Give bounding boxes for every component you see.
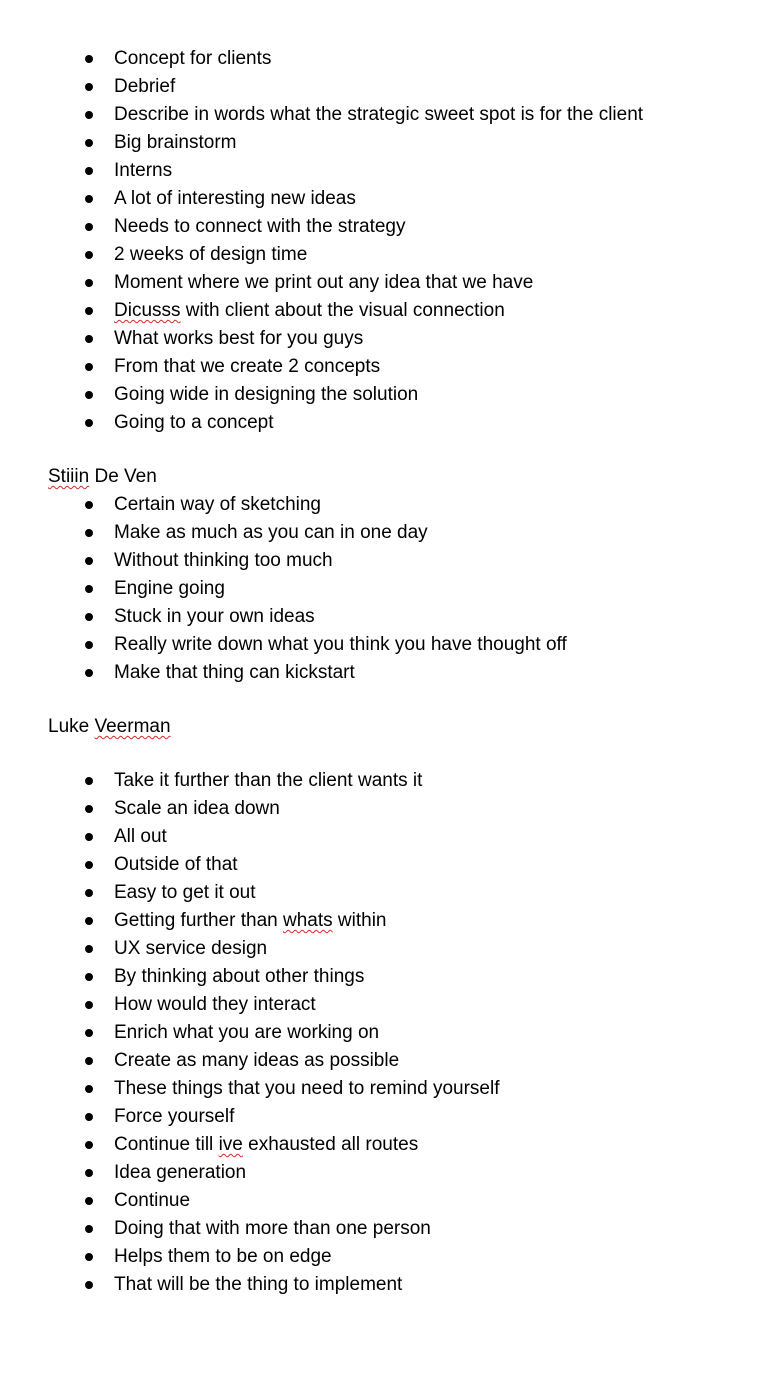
bullet-icon [85,529,93,537]
bullet-icon [85,139,93,147]
bullet-icon [85,167,93,175]
list-item: Interns [0,157,774,185]
bullet-icon [85,1197,93,1205]
section-heading-luke: Luke Veerman [48,716,171,737]
bullet-icon [85,55,93,63]
bullet-icon [85,419,93,427]
bullet-icon [85,777,93,785]
list-item: Engine going [0,575,774,603]
list-item: Helps them to be on edge [0,1243,774,1271]
section-heading-stiiin: Stiiin De Ven [48,466,157,487]
list-item-text [114,1134,418,1155]
bullet-icon [85,1141,93,1149]
list-item: Concept for clients [0,45,774,73]
bullet-icon [85,557,93,565]
bullet-icon [85,83,93,91]
list-item: Create as many ideas as possible [0,1047,774,1075]
list-item: Debrief [0,73,774,101]
list-item: Moment where we print out any idea that we have [0,269,774,297]
list-item [0,1131,774,1159]
list-item: Scale an idea down [0,795,774,823]
bullet-icon [85,1113,93,1121]
list-item [0,907,774,935]
bullet-icon [85,1029,93,1037]
list-item-text-rest: with client about the visual connection [180,300,505,321]
bullet-icon [85,391,93,399]
list-item: These things that you need to remind yourself [0,1075,774,1103]
list-item: Take it further than the client wants it [0,767,774,795]
list-item: Going to a concept [0,409,774,437]
bullet-icon [85,1253,93,1261]
list-item: Continue [0,1187,774,1215]
bullet-icon [85,613,93,621]
bullet-icon [85,501,93,509]
list-item: Doing that with more than one person [0,1215,774,1243]
list-item: Outside of that [0,851,774,879]
bullet-list-intro [0,45,774,437]
bullet-icon [85,223,93,231]
list-item: Certain way of sketching [0,491,774,519]
bullet-icon [85,1001,93,1009]
list-item: From that we create 2 concepts [0,353,774,381]
bullet-icon [85,833,93,841]
list-item: All out [0,823,774,851]
list-item-text [114,300,505,321]
bullet-icon [85,1225,93,1233]
bullet-icon [85,889,93,897]
list-item: What works best for you guys [0,325,774,353]
bullet-icon [85,1281,93,1289]
list-item: Stuck in your own ideas [0,603,774,631]
bullet-icon [85,641,93,649]
list-item-text-start: Continue till [114,1134,219,1155]
list-item-text-start: Getting further than [114,910,283,931]
spelling-flag[interactable]: Stiiin [48,466,90,487]
bullet-icon [85,363,93,371]
bullet-icon [85,1085,93,1093]
list-item: A lot of interesting new ideas [0,185,774,213]
list-item: How would they interact [0,991,774,1019]
list-item: That will be the thing to implement [0,1271,774,1299]
list-item: Really write down what you think you have thought off [0,631,774,659]
list-item: Enrich what you are working on [0,1019,774,1047]
bullet-icon [85,307,93,315]
list-item-text-rest: within [332,910,387,931]
bullet-icon [85,973,93,981]
list-item-text [114,910,387,931]
bullet-icon [85,335,93,343]
bullet-icon [85,279,93,287]
list-item [0,297,774,325]
list-item: Going wide in designing the solution [0,381,774,409]
list-item: Describe in words what the strategic sweet spot is for the client [0,101,774,129]
spelling-flag[interactable]: ive [218,1134,243,1155]
list-item: Easy to get it out [0,879,774,907]
list-item: Force yourself [0,1103,774,1131]
list-item: Needs to connect with the strategy [0,213,774,241]
bullet-icon [85,917,93,925]
spelling-flag[interactable]: Dicusss [114,300,181,321]
bullet-icon [85,805,93,813]
list-item-text-rest: exhausted all routes [242,1134,419,1155]
spelling-flag[interactable]: whats [283,910,333,931]
bullet-icon [85,669,93,677]
bullet-icon [85,861,93,869]
spelling-flag[interactable]: Veerman [94,716,171,737]
bullet-list-luke [0,767,774,1299]
bullet-icon [85,111,93,119]
list-item: 2 weeks of design time [0,241,774,269]
bullet-icon [85,1169,93,1177]
bullet-icon [85,251,93,259]
list-item: Idea generation [0,1159,774,1187]
list-item: Make that thing can kickstart [0,659,774,687]
list-item: Without thinking too much [0,547,774,575]
bullet-icon [85,195,93,203]
list-item: Make as much as you can in one day [0,519,774,547]
list-item: Big brainstorm [0,129,774,157]
list-item: UX service design [0,935,774,963]
bullet-list-stiiin [0,491,774,687]
bullet-icon [85,585,93,593]
bullet-icon [85,1057,93,1065]
list-item: By thinking about other things [0,963,774,991]
bullet-icon [85,945,93,953]
